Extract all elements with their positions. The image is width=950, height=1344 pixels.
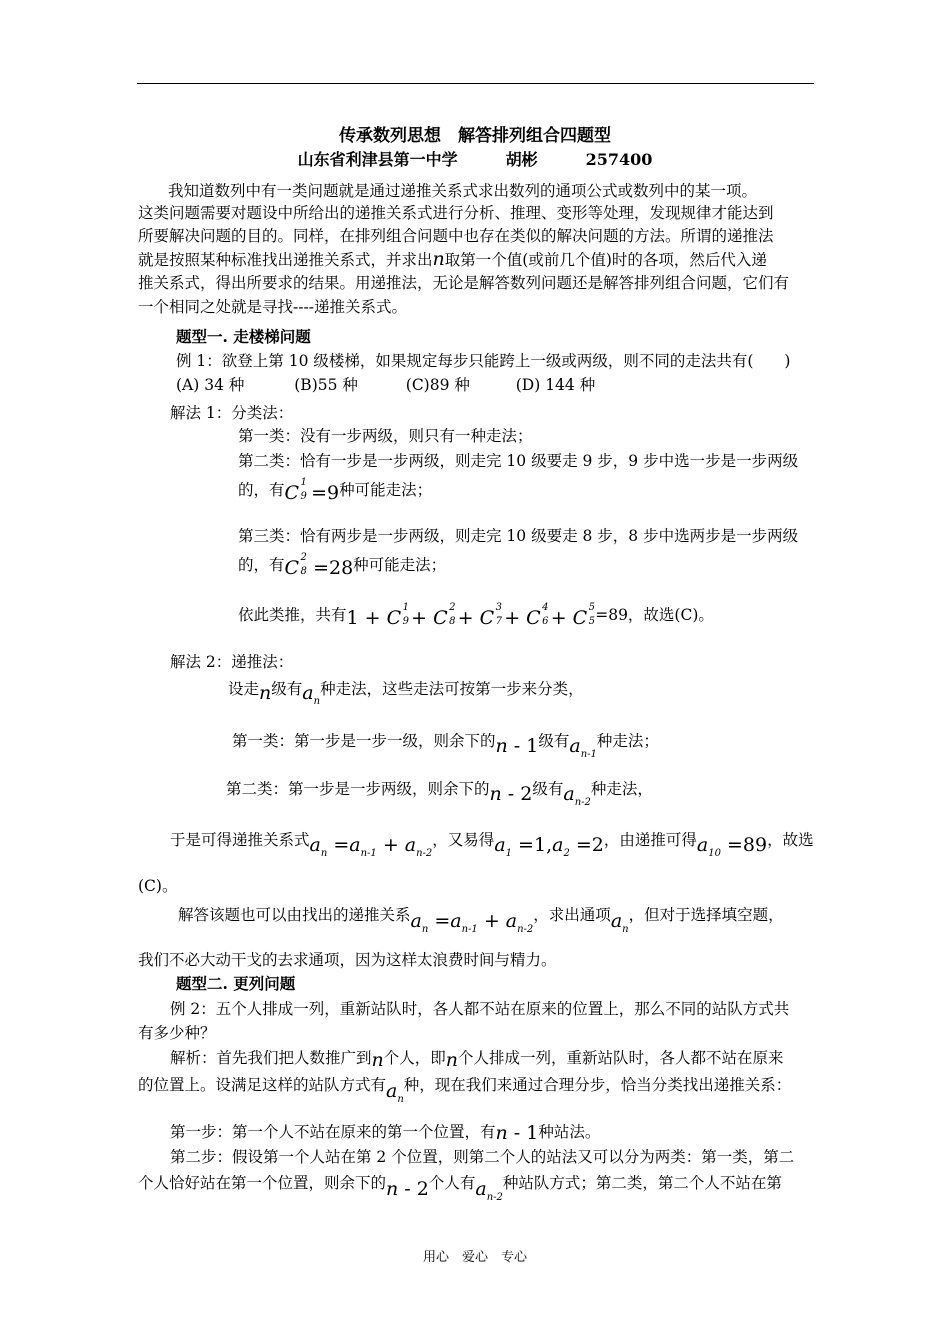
example-2-line-1: 例 2：五个人排成一列，重新站队时，各人都不站在原来的位置上，那么不同的站队方式共: [170, 1000, 790, 1018]
example-1: 例 1：欲登上第 10 级楼梯，如果规定每步只能跨上一级或两级，则不同的走法共有( ): [176, 352, 791, 370]
method-2-label: 解法 2：递推法：: [170, 653, 294, 671]
recursion-def: 设走n级有$a_n$种走法，这些走法可按第一步来分类，: [228, 680, 584, 707]
step-1: 第一步：第一个人不站在原来的第一个位置，有n - 1种站法。: [170, 1122, 601, 1144]
page-footer: 用心 爱心 专心: [422, 1250, 527, 1265]
intro-line-2: 这类问题需要对题设中所给出的递推关系式进行分析、推理、变形等处理，发现规律才能达到: [138, 204, 774, 222]
recursion-case-1: 第一类：第一步是一步一级，则余下的n - 1级有$a_{n-1}$种走法；: [232, 732, 659, 760]
case-3-line-1: 第三类：恰有两步是一步两级，则走完 10 级要走 8 步，8 步中选两步是一步两级: [238, 527, 799, 545]
recursion-formula: 于是可得递推关系式$a_n =a_{n-1} + a_{n-2}$，又易得$a_1 =1,a_2 =2$，由递推可得$a_{10} =89$，故选: [170, 831, 814, 859]
case-3-line-2: 的，有C 8 2 =28种可能走法；: [238, 552, 447, 579]
step-2-line-2: 个人恰好站在第一个位置，则余下的n - 2个人有$a_{n-2}$种站队方式；第二类，第二个人不站在第: [138, 1174, 782, 1203]
section-heading-2: 题型二. 更列问题: [176, 974, 296, 993]
byline: 山东省利津县第一中学 胡彬 257400: [297, 150, 653, 169]
method-1-label: 解法 1：分类法：: [170, 404, 294, 422]
note-line-2: 我们不必大动干戈的去求通项，因为这样太浪费时间与精力。: [138, 951, 557, 969]
answer-c: (C)。: [138, 877, 178, 895]
example-2-line-2: 有多少种？: [138, 1024, 216, 1042]
step-2-line-1: 第二步：假设第一个人站在第 2 个位置，则第二个人的站法又可以分为两类：第一类，第二: [170, 1148, 795, 1166]
case-2-line-2: 的，有C 9 1 =9种可能走法；: [238, 477, 433, 504]
intro-line-6: 一个相同之处就是寻找----递推关系式。: [138, 298, 407, 316]
recursion-case-2: 第二类：第一步是一步两级，则余下的n - 2级有$a_{n-2}$种走法，: [226, 780, 653, 808]
intro-line-1: 我知道数列中有一类问题就是通过递推关系式求出数列的通项公式或数列中的某一项。: [168, 182, 758, 200]
header-rule: [137, 83, 814, 84]
note-line-1: 解答该题也可以由找出的递推关系$a_n =a_{n-1} + a_{n-2}$，求出通项$a_n$，但对于选择填空题，: [178, 906, 784, 935]
example-1-options: [176, 375, 595, 395]
case-2-line-1: 第二类：恰有一步是一步两级，则走完 10 级要走 9 步，9 步中选一步是一步两级: [238, 452, 799, 470]
section-heading-1: 题型一. 走楼梯问题: [176, 327, 311, 346]
option-b: (B)55 种: [294, 376, 358, 394]
option-a: (A) 34 种: [176, 376, 245, 394]
case-1: 第一类：没有一步两级，则只有一种走法；: [238, 427, 533, 445]
analysis-line-1: 解析：首先我们把人数推广到n个人，即n个人排成一列，重新站队时，各人都不站在原来: [170, 1049, 784, 1071]
intro-line-5: 推关系式，得出所要求的结果。用递推法，无论是解答数列问题还是解答排列组合问题，它们有: [138, 274, 790, 292]
option-d: (D) 144 种: [515, 376, 596, 394]
analysis-line-2: 的位置上。设满足这样的站队方式有$a_n$种，现在我们来通过合理分步，恰当分类找出递推关系：: [138, 1076, 792, 1105]
page-title: 传承数列思想 解答排列组合四题型: [339, 126, 611, 146]
intro-line-4: 就是按照某种标准找出递推关系式，并求出n取第一个值(或前几个值)时的各项，然后代入递: [138, 248, 767, 270]
intro-line-3: 所要解决问题的目的。同样，在排列组合问题中也存在类似的解决问题的方法。所谓的递推法: [138, 227, 774, 245]
case-sum: 依此类推，共有1 + C 9 1 + C 8 2 + C 7 3 + C 6 4 + C 5 5 =89，故选(C)。: [238, 602, 714, 629]
option-c: (C)89 种: [405, 376, 470, 394]
